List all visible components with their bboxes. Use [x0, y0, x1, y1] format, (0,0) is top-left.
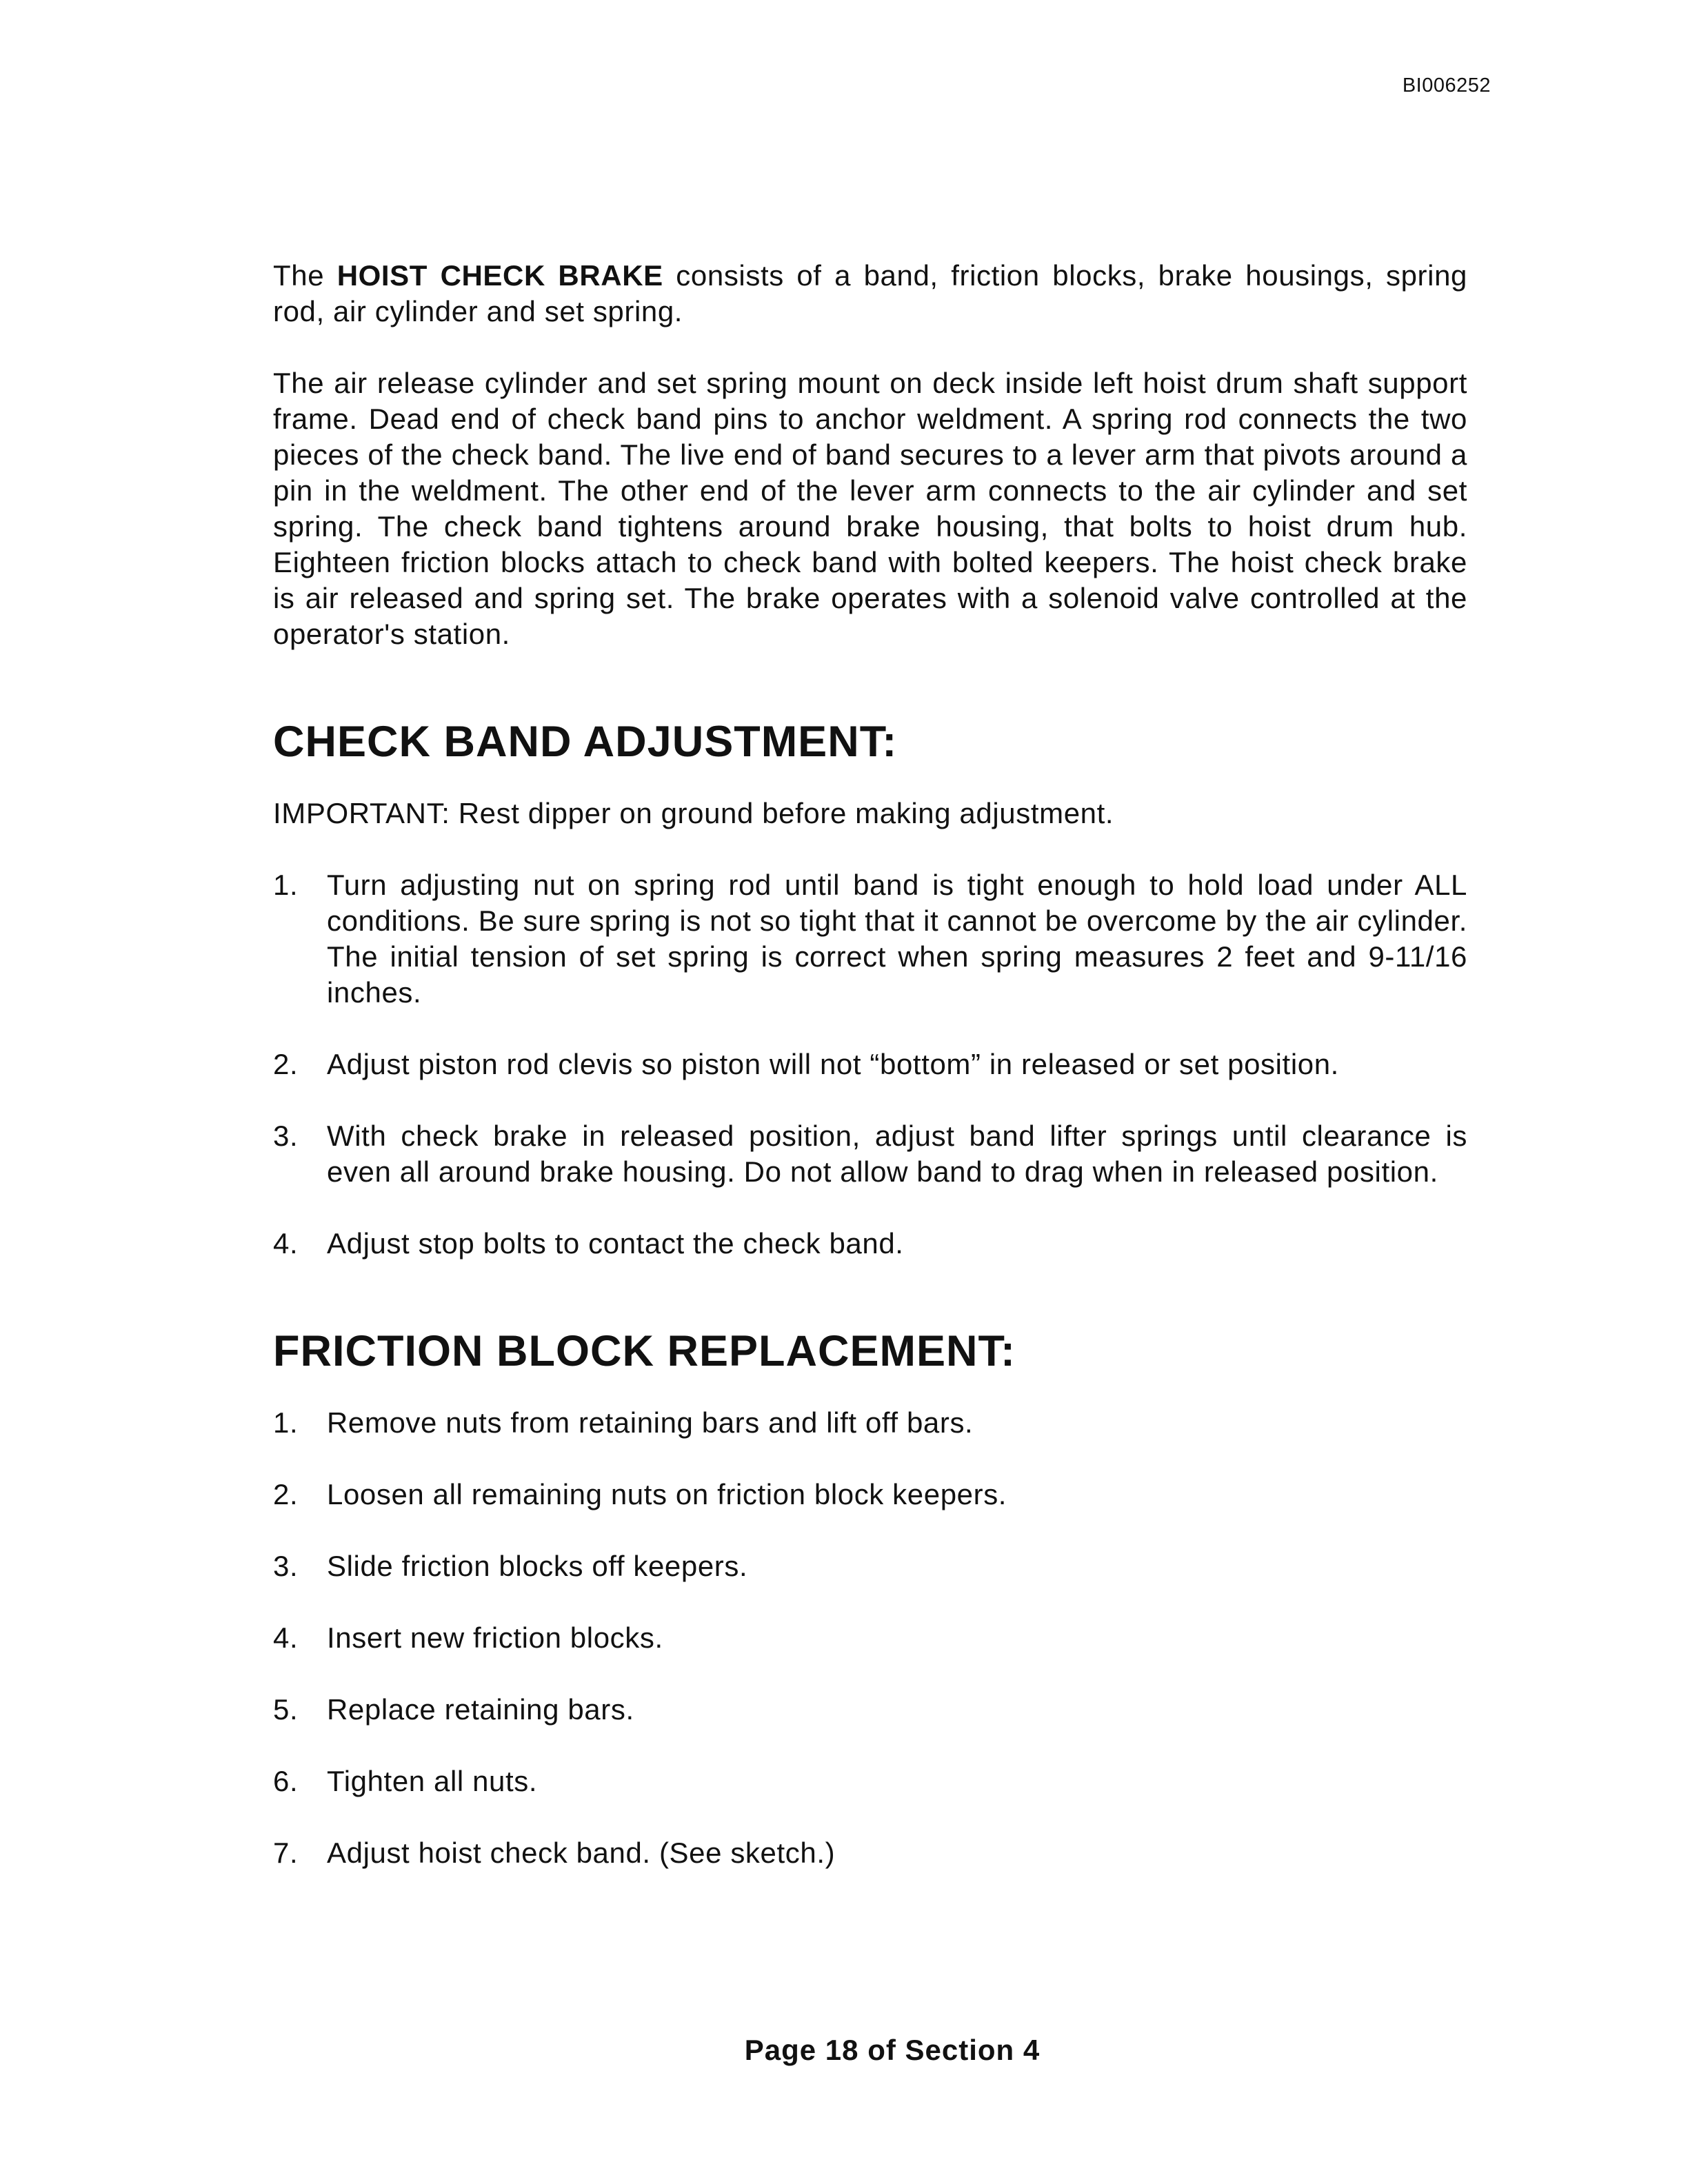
- list-item: [273, 1118, 1467, 1190]
- step-number: 5.: [273, 1693, 299, 1726]
- step-text: Slide friction blocks off keepers.: [327, 1550, 748, 1582]
- step-text: Adjust hoist check band. (See sketch.): [327, 1837, 836, 1869]
- important-note: IMPORTANT: Rest dipper on ground before making adjustment.: [273, 797, 1114, 829]
- description-paragraph: The air release cylinder and set spring mount on deck inside left hoist drum shaft support frame. Dead end of check band pins to anchor weldment. A spring rod connects the two pieces of the check band. The live end of band secures to a lever arm that pivots around a pin in the weldment. The other end of the lever arm connects to the air cylinder and set spring. The check band tightens around brake housing, that bolts to hoist drum hub. Eighteen friction blocks attach to check band with bolted keepers. The hoist check brake is air released and spring set. The brake operates with a solenoid valve controlled at the operator's station.: [273, 367, 1467, 650]
- step-number: 3.: [273, 1120, 299, 1152]
- list-item: [273, 1548, 1467, 1584]
- list-item: [273, 1405, 1467, 1441]
- list-item: [273, 1692, 1467, 1728]
- list-item: [273, 1620, 1467, 1656]
- step-number: 6.: [273, 1765, 299, 1797]
- step-text: Insert new friction blocks.: [327, 1621, 663, 1654]
- check-band-steps: [273, 867, 1467, 1262]
- step-text: With check brake in released position, adjust band lifter springs until clearance is even all around brake housing. Do not allow band to drag when in released position.: [327, 1120, 1467, 1188]
- intro-suffix: consists of a band, friction blocks, brake housings, spring rod, air cylinder and set spring.: [273, 259, 1467, 327]
- step-number: 1.: [273, 869, 299, 901]
- document-id: BI006252: [1402, 74, 1491, 97]
- list-item: [273, 1046, 1467, 1082]
- step-number: 7.: [273, 1837, 299, 1869]
- list-item: [273, 1835, 1467, 1871]
- step-text: Remove nuts from retaining bars and lift off bars.: [327, 1406, 974, 1439]
- step-number: 2.: [273, 1048, 299, 1080]
- step-text: Turn adjusting nut on spring rod until band is tight enough to hold load under ALL conditions. Be sure spring is not so tight that it cannot be overcome by the air cylinder. The initial tension of set spring is correct when spring measures 2 feet and 9-11/16 inches.: [327, 869, 1467, 1009]
- check-band-adjustment-heading: CHECK BAND ADJUSTMENT:: [273, 718, 898, 766]
- friction-block-replacement-heading: FRICTION BLOCK REPLACEMENT:: [273, 1327, 1016, 1375]
- step-text: Replace retaining bars.: [327, 1693, 634, 1726]
- step-text: Adjust stop bolts to contact the check band.: [327, 1227, 904, 1260]
- hoist-check-brake-term: HOIST CHECK BRAKE: [336, 259, 663, 292]
- step-text: Loosen all remaining nuts on friction block keepers.: [327, 1478, 1007, 1510]
- list-item: [273, 1226, 1467, 1262]
- step-text: Adjust piston rod clevis so piston will not “bottom” in released or set position.: [327, 1048, 1339, 1080]
- page-footer: Page 18 of Section 4: [744, 2034, 1041, 2066]
- list-item: [273, 1763, 1467, 1799]
- friction-block-steps: [273, 1405, 1467, 1871]
- step-number: 4.: [273, 1227, 299, 1260]
- step-number: 4.: [273, 1621, 299, 1654]
- intro-prefix: The: [273, 259, 337, 292]
- step-text: Tighten all nuts.: [327, 1765, 538, 1797]
- intro-paragraph: [273, 258, 1467, 330]
- list-item: [273, 867, 1467, 1011]
- step-number: 3.: [273, 1550, 299, 1582]
- step-number: 2.: [273, 1478, 299, 1510]
- list-item: [273, 1477, 1467, 1513]
- document-body: [273, 258, 1467, 1871]
- step-number: 1.: [273, 1406, 299, 1439]
